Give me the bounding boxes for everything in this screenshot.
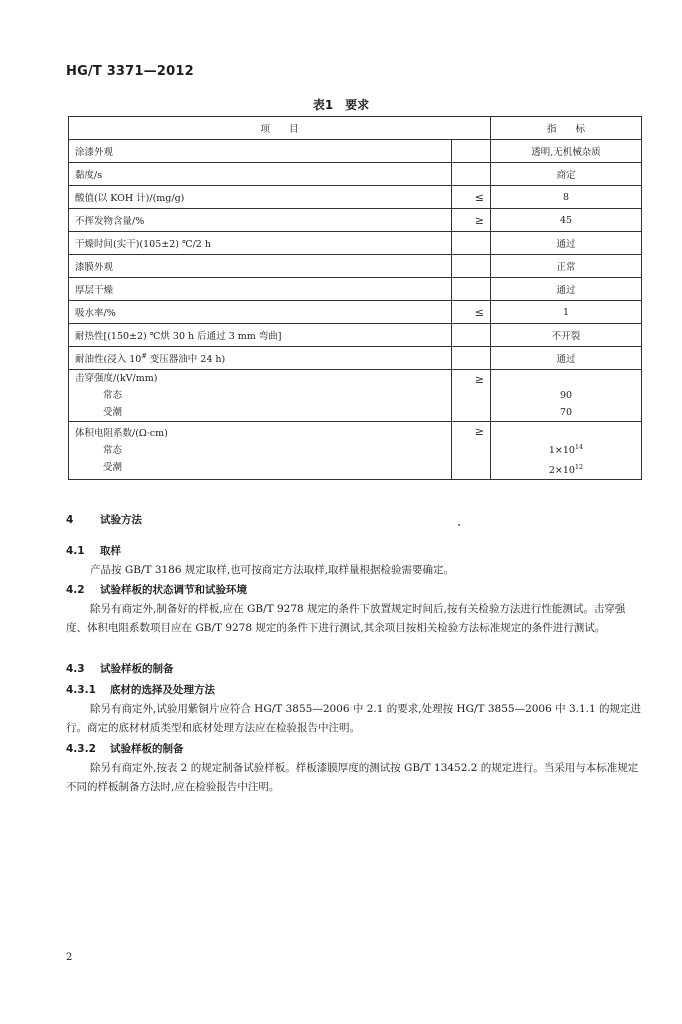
table-row [69,140,642,163]
row-value: 正常 [491,255,642,278]
row-item: 涂漆外观 [69,140,452,163]
row-item: 不挥发物含量/% [69,209,452,232]
row-subitem-normal: 常态 [103,445,123,457]
document-code: HG/T 3371—2012 [66,64,194,79]
page-number: 2 [66,952,73,963]
row-value: 1 [491,301,642,324]
row-item [69,422,452,480]
paragraph-4-1: 产品按 GB/T 3186 规定取样,也可按商定方法取样,取样量根据检验需要确定。 [90,564,455,576]
table-row [69,163,642,186]
table-row [69,324,642,347]
row-subitem-normal: 常态 [103,390,123,401]
row-subitem-humid: 受潮 [103,407,123,418]
section-heading-4 [66,512,142,527]
row-value [491,422,642,480]
row-symbol: ≥ [452,209,491,232]
row-item [69,370,452,422]
section-number: 4.2 [66,584,85,596]
column-header-value: 指 标 [491,117,642,140]
row-symbol: ≤ [452,186,491,209]
section-heading-4-1 [66,543,121,558]
row-value [491,370,642,422]
row-item-suffix: 变压器油中 24 h) [146,354,226,365]
value-base: 2×10 [548,465,575,477]
row-item: 厚层干燥 [69,278,452,301]
row-symbol [452,324,491,347]
value-normal: 90 [559,390,573,401]
value-exponent: 14 [574,443,584,451]
section-heading-4-3 [66,661,174,676]
paragraph-4-2: 除另有商定外,制备好的样板,应在 GB/T 9278 规定的条件下放置规定时间后,按有关检验方法进行性能测试。击穿强度、体积电阻系数项目应在 GB/T 9278 规定的条件下进行测试,其余项目按相关检验方法标准规定的条件进行测试。 [66,603,626,634]
value-humid [497,459,635,479]
row-symbol: ≥ [452,422,491,480]
row-symbol: ≥ [452,370,491,422]
row-value: 透明,无机械杂质 [491,140,642,163]
row-item: 耐热性[(150±2) ℃烘 30 h 后通过 3 mm 弯曲] [69,324,452,347]
row-symbol: ≤ [452,301,491,324]
row-symbol [452,255,491,278]
row-item-prefix: 耐油性(浸入 10 [75,354,142,365]
table-row-breakdown-strength [69,370,642,422]
section-number: 4.3.1 [66,684,96,696]
section-number: 4.1 [66,545,85,557]
section-title: 试验方法 [100,514,142,526]
row-value: 45 [491,209,642,232]
section-title: 试验样板的状态调节和试验环境 [100,584,247,596]
paragraph-4-3-1: 除另有商定外,试验用紫铜片应符合 HG/T 3855—2006 中 2.1 的要求,处理按 HG/T 3855—2006 中 3.1.1 的规定进行。商定的底材材质类型和底材处理方法应在检验报告中注明。 [66,703,642,734]
table-header-row [69,117,642,140]
row-item: 漆膜外观 [69,255,452,278]
table-row-volume-resistivity [69,422,642,480]
paragraph-4-3-2: 除另有商定外,按表 2 的规定制备试验样板。样板漆膜厚度的测试按 GB/T 13452.2 的规定进行。当采用与本标准规定不同的样板制备方法时,应在检验报告中注明。 [66,762,639,793]
section-title: 试验样板的制备 [110,743,184,755]
row-symbol [452,278,491,301]
row-value: 通过 [491,278,642,301]
section-heading-4-3-2 [66,741,184,756]
section-heading-4-3-1 [66,682,215,697]
row-symbol [452,140,491,163]
section-title: 试验样板的制备 [100,663,174,675]
table-row [69,255,642,278]
row-value: 通过 [491,232,642,255]
table-row [69,209,642,232]
row-item-title: 体积电阻系数/(Ω·cm) [75,428,168,440]
row-item: 干燥时间(实干)(105±2) ℃/2 h [69,232,452,255]
row-item: 酸值(以 KOH 计)/(mg/g) [69,186,452,209]
row-value: 不开裂 [491,324,642,347]
column-header-item: 项 目 [69,117,491,140]
row-item: 黏度/s [69,163,452,186]
section-heading-4-2 [66,582,247,597]
section-number: 4 [66,514,74,526]
table-row [69,232,642,255]
value-exponent: 12 [574,463,584,472]
section-title: 底材的选择及处理方法 [110,684,215,696]
row-item-title: 击穿强度/(kV/mm) [75,373,158,384]
row-item-superscript: # [141,351,147,360]
table-row [69,347,642,370]
scan-speck [458,524,460,526]
table-row [69,186,642,209]
table-row [69,301,642,324]
value-normal [497,439,635,459]
row-value: 商定 [491,163,642,186]
table-row [69,278,642,301]
row-symbol [452,163,491,186]
row-item [69,347,452,370]
row-subitem-humid: 受潮 [103,462,123,474]
section-number: 4.3 [66,663,85,675]
requirements-table [68,116,642,480]
value-humid: 70 [559,407,573,418]
row-item: 吸水率/% [69,301,452,324]
section-title: 取样 [100,545,121,557]
value-base: 1×10 [548,445,575,457]
row-value: 通过 [491,347,642,370]
row-value: 8 [491,186,642,209]
table-title: 表1 要求 [312,98,370,112]
row-symbol [452,232,491,255]
row-symbol [452,347,491,370]
section-number: 4.3.2 [66,743,96,755]
